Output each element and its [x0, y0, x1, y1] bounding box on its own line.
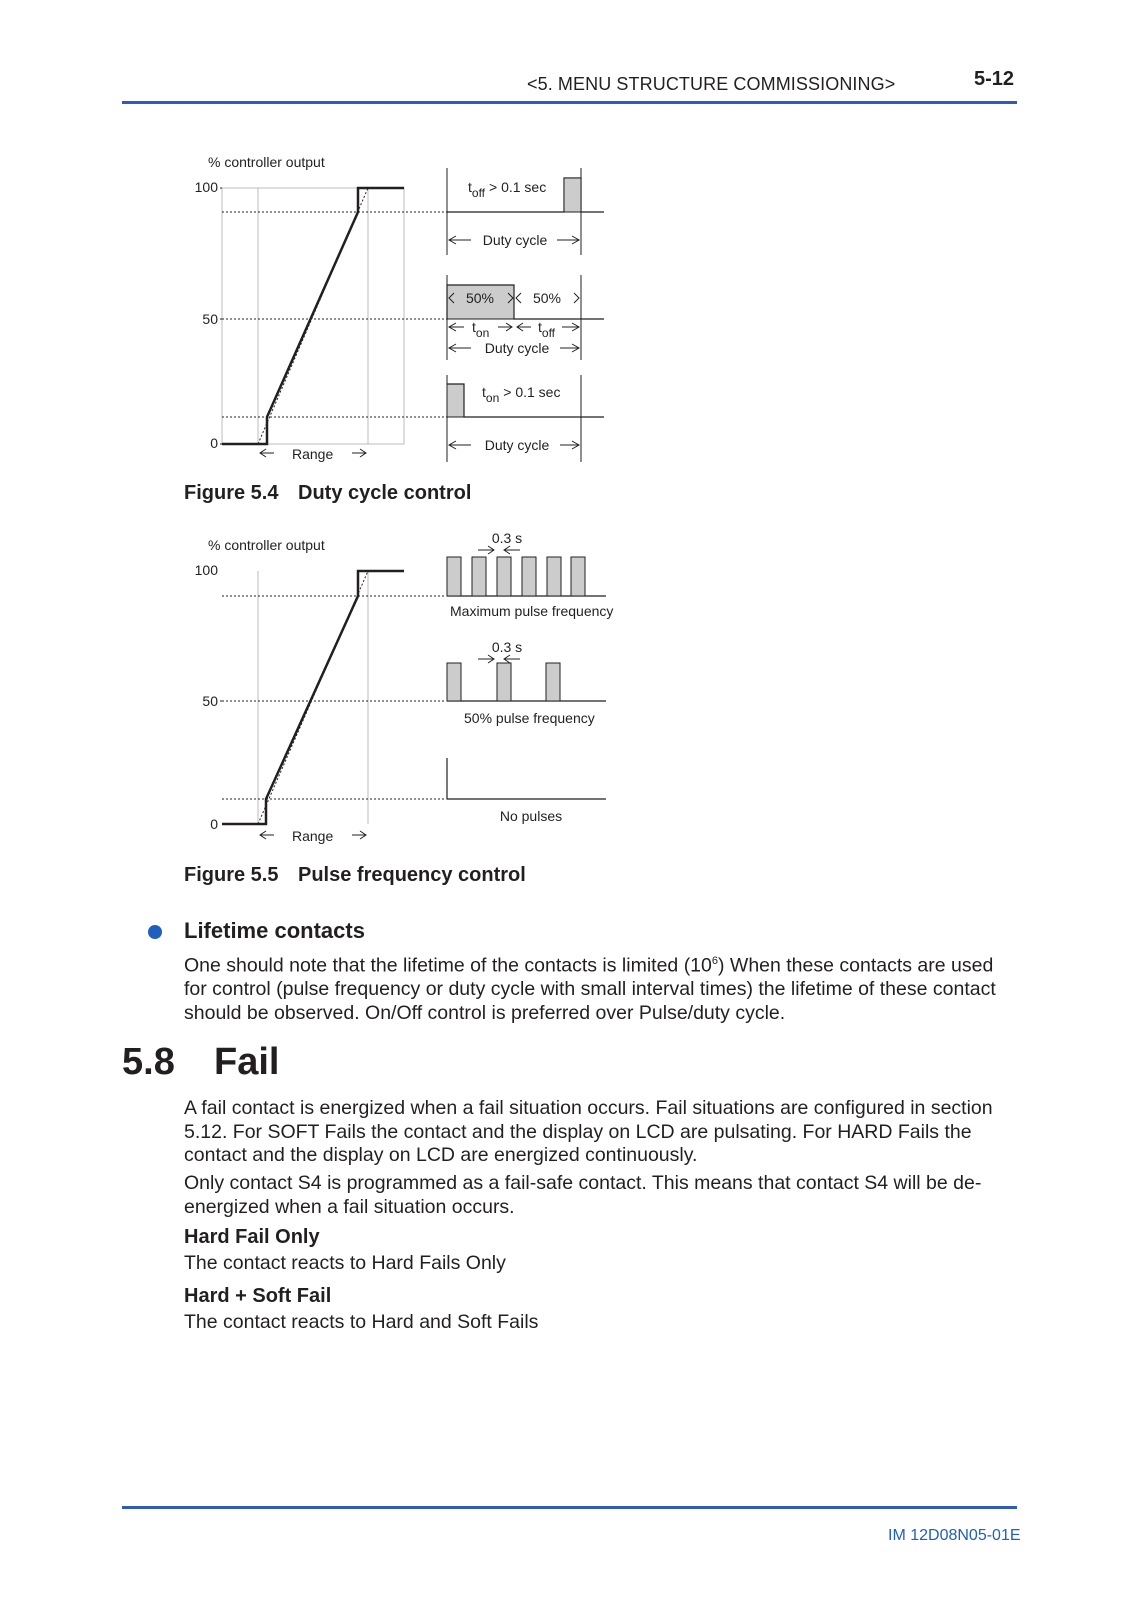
bullet-icon	[148, 925, 162, 939]
figure-5-4-caption	[184, 482, 471, 505]
lifetime-paragraph: One should note that the lifetime of the contacts is limited $(10^6)$ When these contacts are used for control (pulse frequency or duty cycle with small interval times) the lifetime of these contact should be observed. On/Off control is preferred over Pulse/duty cycle.	[184, 954, 996, 1024]
half-frequency-label: 50% pulse frequency	[464, 710, 595, 726]
y-axis-title: % controller output	[208, 537, 325, 553]
caption-number: Figure 5.5	[184, 864, 279, 886]
range-label: Range	[292, 446, 334, 462]
tick-0: 0	[210, 816, 218, 832]
hard-soft-fail-text: The contact reacts to Hard and Soft Fails	[184, 1311, 539, 1333]
tick-100: 100	[194, 562, 218, 578]
reference-lines	[222, 571, 446, 824]
figure-duty-cycle	[180, 150, 740, 480]
duty-cycle-label: Duty cycle	[482, 232, 548, 248]
max-frequency-label: Maximum pulse frequency	[450, 603, 614, 619]
output-curve	[222, 571, 404, 824]
figure-pulse-frequency	[180, 530, 740, 850]
caption-title: Pulse frequency control	[298, 864, 526, 886]
y-axis-title: % controller output	[208, 154, 325, 170]
tick-100: 100	[194, 179, 218, 195]
header-rule	[122, 101, 1017, 104]
plot-frame	[220, 571, 368, 824]
on-percent: 50%	[465, 290, 495, 306]
panel-max-frequency	[447, 530, 613, 619]
figure-5-5-caption	[184, 864, 526, 887]
output-curve	[222, 188, 404, 444]
panel-50-50	[447, 275, 604, 360]
pulse-frequency-diagram	[180, 530, 740, 850]
tick-50: 50	[202, 693, 218, 709]
lifetime-heading: Lifetime contacts	[184, 918, 365, 943]
page-number: 5-12	[974, 68, 1015, 90]
no-pulses-label: No pulses	[499, 808, 563, 824]
running-header: <5. MENU STRUCTURE COMMISSIONING>	[527, 74, 896, 94]
panel-ton	[447, 375, 604, 462]
range-indicator	[260, 446, 366, 462]
duty-cycle-label: Duty cycle	[484, 340, 550, 356]
section-title: Fail	[214, 1041, 280, 1083]
footer-rule	[122, 1506, 1017, 1509]
hard-fail-heading: Hard Fail Only	[184, 1226, 320, 1248]
duty-cycle-diagram	[180, 150, 740, 480]
hard-soft-fail-heading: Hard + Soft Fail	[184, 1285, 332, 1307]
caption-title: Duty cycle control	[298, 482, 472, 504]
interval-label: 0.3 s	[491, 530, 523, 546]
hard-fail-text: The contact reacts to Hard Fails Only	[184, 1252, 506, 1274]
range-label: Range	[292, 828, 334, 844]
interval-label: 0.3 s	[491, 639, 523, 655]
svg-text:toff: toff	[538, 319, 556, 340]
panel-50-frequency	[447, 639, 606, 726]
tick-50: 50	[202, 311, 218, 327]
fail-paragraph-2: Only contact S4 is programmed as a fail-safe contact. This means that contact S4 will be de-energized when a fail situation occurs.	[184, 1172, 982, 1218]
duty-cycle-label: Duty cycle	[484, 437, 550, 453]
tick-0: 0	[210, 435, 218, 451]
fail-paragraph-1: A fail contact is energized when a fail situation occurs. Fail situations are configured in section 5.12. For SOFT Fails the contact and the display on LCD are pulsating. For HARD Fails the contact and the display on LCD are energized continuously.	[184, 1097, 993, 1166]
panel-toff	[447, 168, 604, 255]
panel-no-pulses	[447, 758, 606, 824]
caption-number: Figure 5.4	[184, 482, 279, 504]
reference-lines	[222, 188, 606, 444]
svg-text:ton: ton	[472, 319, 490, 340]
section-number: 5.8	[122, 1041, 175, 1083]
range-indicator	[260, 828, 366, 844]
svg-text:toff> 0.1 sec: toff > 0.1 sec	[468, 179, 547, 200]
document-id: IM 12D08N05-01E	[888, 1527, 1021, 1544]
off-percent: 50%	[532, 290, 562, 306]
svg-text:ton> 0.1 sec: ton > 0.1 sec	[482, 384, 561, 405]
